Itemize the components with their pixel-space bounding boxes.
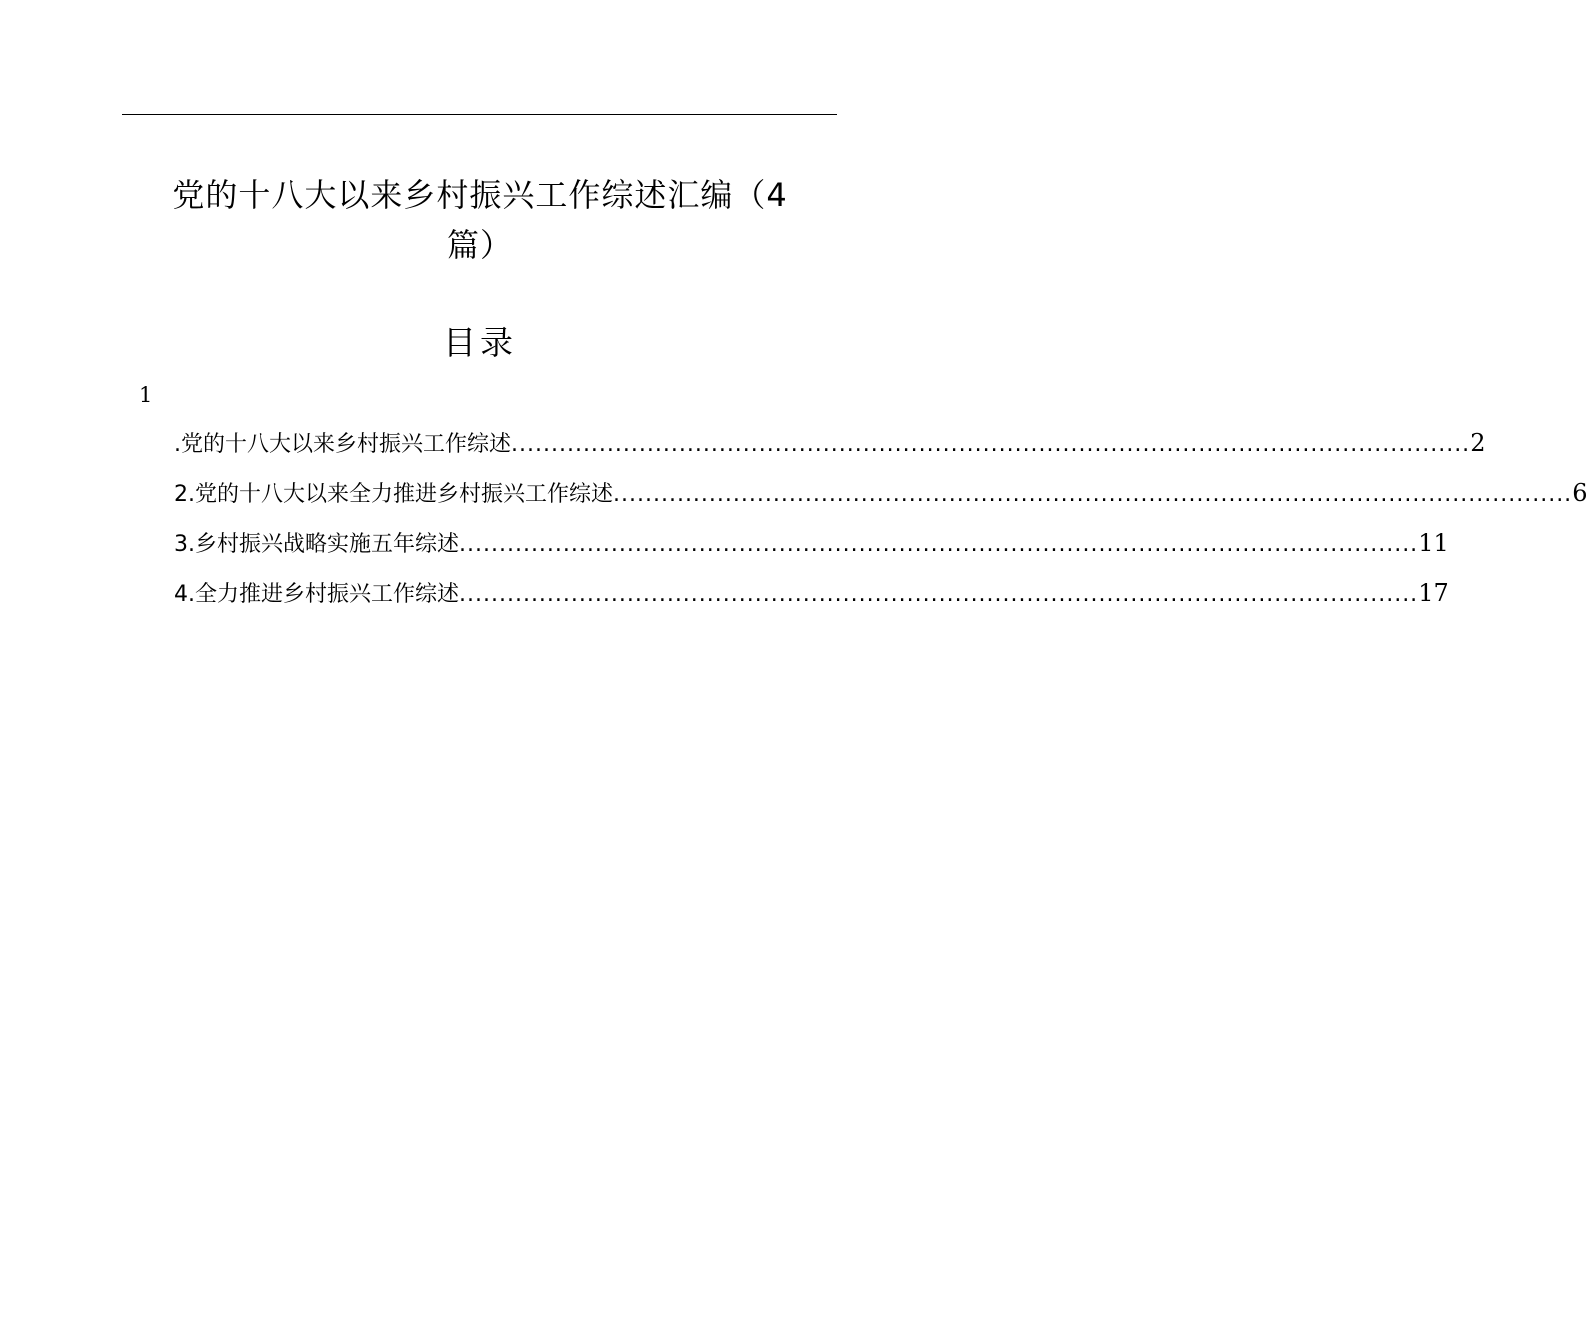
toc-entry-label: 2.党的十八大以来全力推进乡村振兴工作综述 — [174, 482, 613, 507]
header-rule — [122, 114, 837, 115]
toc-leader-dots: ........................................................................................................................ — [613, 482, 1573, 507]
toc-entry-page: 2 — [1470, 429, 1486, 457]
toc-entry-4[interactable] — [174, 577, 1449, 627]
toc-entry-page: 6 — [1572, 479, 1587, 507]
stray-list-number: 1 — [139, 383, 153, 407]
toc-leader-dots: ........................................................................................................................ — [511, 432, 1471, 457]
toc-leader-dots: ........................................................................................................................ — [459, 582, 1419, 607]
toc-entry-page: 11 — [1418, 529, 1449, 557]
toc-entry-3[interactable] — [174, 527, 1449, 577]
table-of-contents — [174, 427, 1587, 627]
toc-entry-label: 4.全力推进乡村振兴工作综述 — [174, 582, 459, 607]
toc-entry-1[interactable] — [174, 427, 1486, 477]
document-title: 党的十八大以来乡村振兴工作综述汇编（4篇） — [172, 176, 788, 264]
toc-entry-page: 17 — [1418, 579, 1449, 607]
toc-entry-label: .党的十八大以来乡村振兴工作综述 — [174, 432, 511, 457]
toc-entry-2[interactable] — [174, 477, 1587, 527]
toc-heading: 目录 — [443, 323, 517, 362]
toc-entry-label: 3.乡村振兴战略实施五年综述 — [174, 532, 459, 557]
toc-leader-dots: ........................................................................................................................ — [459, 532, 1419, 557]
